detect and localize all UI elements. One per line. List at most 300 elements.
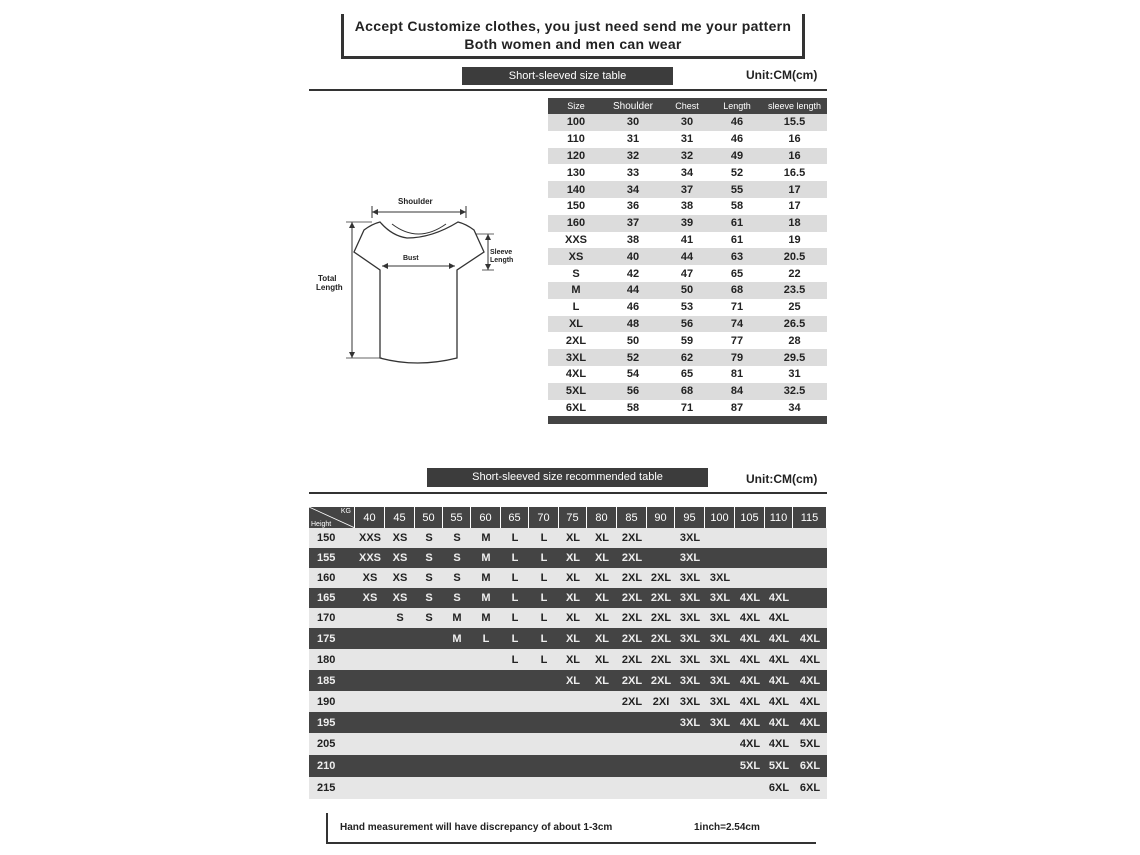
size-recommendation-cell: 2XL <box>617 628 647 649</box>
size-recommendation-cell: XS <box>385 548 415 568</box>
size-table-header-cell: Size <box>548 98 604 114</box>
size-table-cell: 160 <box>548 215 604 232</box>
size-table-cell: 16.5 <box>762 164 827 181</box>
size-recommendation-cell <box>735 777 765 799</box>
size-recommendation-cell <box>501 712 529 733</box>
weight-header-cell: 45 <box>385 507 415 528</box>
size-recommendation-cell: XL <box>587 608 617 628</box>
size-table-cell: 58 <box>604 400 662 417</box>
size-table-cell: XXS <box>548 232 604 249</box>
size-table-cell: 52 <box>712 164 762 181</box>
size-recommendation-cell <box>443 670 471 691</box>
size-recommendation-cell: 4XL <box>735 608 765 628</box>
size-recommendation-cell: 4XL <box>765 733 793 755</box>
size-recommendation-cell: XL <box>587 528 617 548</box>
size-table-cell: 6XL <box>548 400 604 417</box>
total-length-label-1: Total <box>318 274 337 283</box>
size-table-cell: 17 <box>762 181 827 198</box>
size-table-cell: 20.5 <box>762 248 827 265</box>
size-recommendation-cell <box>559 777 587 799</box>
size-recommendation-cell: M <box>471 548 501 568</box>
size-table-cell: 71 <box>712 299 762 316</box>
size-recommendation-cell <box>529 691 559 712</box>
size-table-cell: 39 <box>662 215 712 232</box>
weight-header-cell: 75 <box>559 507 587 528</box>
size-recommendation-cell <box>647 548 675 568</box>
size-recommendation-cell: 3XL <box>705 712 735 733</box>
size-table-header <box>548 98 827 114</box>
size-recommendation-cell: 4XL <box>735 733 765 755</box>
size-recommendation-cell: L <box>501 568 529 588</box>
size-table-cell: 34 <box>604 181 662 198</box>
size-recommendation-cell: M <box>471 608 501 628</box>
size-recommendation-cell: 2XL <box>647 608 675 628</box>
size-recommendation-cell <box>765 548 793 568</box>
size-recommendation-cell <box>705 777 735 799</box>
size-table-title: Short-sleeved size table <box>462 67 673 85</box>
size-recommendation-cell: L <box>529 649 559 670</box>
size-section-divider <box>309 89 827 91</box>
weight-header-cell: 100 <box>705 507 735 528</box>
tshirt-icon <box>312 190 522 380</box>
height-cell: 190 <box>309 691 355 712</box>
rec-table-title: Short-sleeved size recommended table <box>427 468 708 487</box>
height-cell: 185 <box>309 670 355 691</box>
size-table-row <box>548 299 827 316</box>
size-recommendation-cell: 2XI <box>647 691 675 712</box>
size-table-cell: 28 <box>762 332 827 349</box>
total-length-label-2: Length <box>316 283 343 292</box>
size-recommendation-cell: 2XL <box>617 608 647 628</box>
height-cell: 195 <box>309 712 355 733</box>
size-table-row <box>548 400 827 417</box>
size-recommendation-cell: XL <box>559 568 587 588</box>
size-recommendation-cell: M <box>471 528 501 548</box>
size-recommendation-cell: 4XL <box>793 628 827 649</box>
size-recommendation-cell: M <box>471 568 501 588</box>
size-recommendation-cell: XXS <box>355 528 385 548</box>
size-recommendation-cell: 3XL <box>675 568 705 588</box>
size-recommendation-cell: 4XL <box>765 649 793 670</box>
corner-height-label: Height <box>311 521 332 528</box>
height-cell: 165 <box>309 588 355 608</box>
size-table <box>548 98 827 424</box>
size-recommendation-cell <box>617 712 647 733</box>
size-table-cell: L <box>548 299 604 316</box>
size-recommendation-cell: XS <box>385 588 415 608</box>
size-table-cell: 52 <box>604 349 662 366</box>
size-recommendation-cell <box>471 649 501 670</box>
size-recommendation-cell: S <box>415 568 443 588</box>
size-table-row <box>548 114 827 131</box>
size-recommendation-cell: M <box>443 628 471 649</box>
size-recommendation-cell <box>559 712 587 733</box>
size-table-cell: 130 <box>548 164 604 181</box>
size-table-cell: 150 <box>548 198 604 215</box>
size-recommendation-cell <box>587 755 617 777</box>
size-table-cell: 32 <box>662 148 712 165</box>
size-recommendation-cell <box>415 755 443 777</box>
header-line-1: Accept Customize clothes, you just need send me your pattern <box>354 18 792 34</box>
size-recommendation-cell <box>385 777 415 799</box>
size-table-cell: 37 <box>662 181 712 198</box>
weight-header-cell: 60 <box>471 507 501 528</box>
size-recommendation-cell: 2XL <box>647 670 675 691</box>
size-recommendation-cell: 4XL <box>765 608 793 628</box>
size-recommendation-cell: 4XL <box>793 649 827 670</box>
size-table-cell: 46 <box>712 131 762 148</box>
size-recommendation-cell: L <box>529 588 559 608</box>
size-recommendation-cell: 3XL <box>705 670 735 691</box>
size-recommendation-cell <box>647 528 675 548</box>
size-table-cell: 49 <box>712 148 762 165</box>
size-recommendation-cell: 3XL <box>675 548 705 568</box>
size-recommendation-cell: S <box>443 568 471 588</box>
size-recommendation-cell: 2XL <box>647 628 675 649</box>
size-recommendation-cell <box>559 691 587 712</box>
size-recommendation-cell <box>355 608 385 628</box>
size-table-cell: 31 <box>762 366 827 383</box>
size-recommendation-cell: L <box>529 568 559 588</box>
size-recommendation-cell: XL <box>559 608 587 628</box>
size-table-cell: XL <box>548 316 604 333</box>
size-table-row <box>548 148 827 165</box>
weight-header-cell: 65 <box>501 507 529 528</box>
size-recommendation-cell: XL <box>587 628 617 649</box>
size-table-cell: 50 <box>604 332 662 349</box>
size-recommendation-cell <box>501 691 529 712</box>
size-recommendation-cell <box>559 755 587 777</box>
size-recommendation-cell <box>415 712 443 733</box>
size-table-cell: 17 <box>762 198 827 215</box>
size-recommendation-cell <box>443 755 471 777</box>
size-table-cell: 42 <box>604 265 662 282</box>
rec-corner-cell <box>309 507 355 528</box>
size-recommendation-cell: 3XL <box>675 608 705 628</box>
height-cell: 205 <box>309 733 355 755</box>
size-table-cell: 29.5 <box>762 349 827 366</box>
size-recommendation-cell: XS <box>355 588 385 608</box>
rec-table-row <box>309 777 827 799</box>
size-recommendation-cell: XXS <box>355 548 385 568</box>
size-table-row <box>548 383 827 400</box>
size-table-row <box>548 332 827 349</box>
size-table-cell: 74 <box>712 316 762 333</box>
size-recommendation-cell: XS <box>355 568 385 588</box>
size-recommendation-cell: XL <box>559 649 587 670</box>
size-table-cell: 110 <box>548 131 604 148</box>
size-recommendation-cell: 3XL <box>705 608 735 628</box>
size-recommendation-cell <box>355 670 385 691</box>
size-table-cell: 48 <box>604 316 662 333</box>
size-table-cell: 30 <box>604 114 662 131</box>
size-table-cell: 59 <box>662 332 712 349</box>
size-recommendation-cell <box>385 733 415 755</box>
size-recommendation-cell <box>529 777 559 799</box>
size-recommendation-cell <box>385 755 415 777</box>
size-table-cell: 120 <box>548 148 604 165</box>
size-recommendation-cell: S <box>415 528 443 548</box>
size-recommendation-cell: XL <box>587 588 617 608</box>
size-recommendation-cell: 5XL <box>735 755 765 777</box>
size-recommendation-cell <box>617 755 647 777</box>
size-table-row <box>548 198 827 215</box>
height-cell: 215 <box>309 777 355 799</box>
size-recommendation-cell <box>647 712 675 733</box>
size-recommendation-cell <box>735 568 765 588</box>
size-recommendation-cell: 3XL <box>705 568 735 588</box>
rec-table-row <box>309 755 827 777</box>
size-table-cell: 19 <box>762 232 827 249</box>
size-table-footer-bar <box>548 416 827 424</box>
size-recommendation-cell: XL <box>559 528 587 548</box>
size-recommendation-cell: L <box>501 608 529 628</box>
size-recommendation-cell: 6XL <box>793 777 827 799</box>
height-cell: 175 <box>309 628 355 649</box>
size-recommendation-cell <box>587 691 617 712</box>
size-recommendation-cell <box>793 548 827 568</box>
size-recommendation-cell: 3XL <box>675 588 705 608</box>
recommendation-table <box>309 507 827 799</box>
inch-conversion: 1inch=2.54cm <box>694 822 760 833</box>
size-table-cell: 47 <box>662 265 712 282</box>
shoulder-label: Shoulder <box>398 197 433 206</box>
size-recommendation-cell: M <box>471 588 501 608</box>
size-recommendation-cell <box>587 777 617 799</box>
size-recommendation-cell <box>529 733 559 755</box>
size-table-cell: 23.5 <box>762 282 827 299</box>
size-table-cell: 79 <box>712 349 762 366</box>
size-recommendation-cell: 3XL <box>705 588 735 608</box>
size-recommendation-cell <box>471 670 501 691</box>
size-recommendation-cell: XL <box>559 628 587 649</box>
size-recommendation-cell <box>793 568 827 588</box>
size-recommendation-cell <box>471 733 501 755</box>
size-recommendation-cell <box>647 777 675 799</box>
size-table-row <box>548 282 827 299</box>
size-table-cell: 58 <box>712 198 762 215</box>
size-recommendation-cell <box>793 588 827 608</box>
rec-table-unit: Unit:CM(cm) <box>746 472 818 486</box>
rec-table-row <box>309 649 827 670</box>
size-table-cell: 37 <box>604 215 662 232</box>
size-table-cell: 55 <box>712 181 762 198</box>
size-recommendation-cell: 4XL <box>765 670 793 691</box>
size-table-cell: 31 <box>662 131 712 148</box>
size-recommendation-cell: S <box>443 528 471 548</box>
size-table-cell: 32.5 <box>762 383 827 400</box>
size-recommendation-cell: S <box>415 548 443 568</box>
size-recommendation-cell: 2XL <box>617 568 647 588</box>
size-table-cell: 62 <box>662 349 712 366</box>
size-recommendation-cell: 3XL <box>675 628 705 649</box>
size-recommendation-cell <box>415 691 443 712</box>
weight-header-cell: 80 <box>587 507 617 528</box>
size-recommendation-cell <box>735 528 765 548</box>
height-cell: 210 <box>309 755 355 777</box>
footer-note-box <box>326 813 816 844</box>
rec-section-divider <box>309 492 827 494</box>
size-table-header-cell: Chest <box>662 98 712 114</box>
weight-header-row <box>309 507 827 528</box>
size-recommendation-cell: 6XL <box>793 755 827 777</box>
size-table-header-cell: sleeve length <box>762 98 827 114</box>
size-recommendation-cell: 3XL <box>675 528 705 548</box>
size-recommendation-cell <box>415 628 443 649</box>
size-table-cell: 68 <box>662 383 712 400</box>
size-recommendation-cell <box>355 777 385 799</box>
size-recommendation-cell: S <box>415 588 443 608</box>
rec-table-row <box>309 568 827 588</box>
sleeve-label-2: Length <box>490 257 514 264</box>
size-recommendation-cell: XL <box>587 548 617 568</box>
size-recommendation-cell: 6XL <box>765 777 793 799</box>
size-recommendation-cell: 2XL <box>617 588 647 608</box>
rec-table-row <box>309 733 827 755</box>
weight-header-cell: 50 <box>415 507 443 528</box>
weight-header-cell: 115 <box>793 507 827 528</box>
size-recommendation-cell <box>587 733 617 755</box>
size-table-cell: M <box>548 282 604 299</box>
size-recommendation-cell <box>529 755 559 777</box>
size-recommendation-cell: 3XL <box>675 670 705 691</box>
size-table-cell: 26.5 <box>762 316 827 333</box>
size-recommendation-cell <box>443 712 471 733</box>
size-table-cell: 18 <box>762 215 827 232</box>
size-recommendation-cell: 3XL <box>675 691 705 712</box>
size-recommendation-cell: 3XL <box>675 649 705 670</box>
size-recommendation-cell <box>675 755 705 777</box>
size-table-cell: 50 <box>662 282 712 299</box>
size-recommendation-cell: 4XL <box>765 691 793 712</box>
size-recommendation-cell <box>705 733 735 755</box>
size-recommendation-cell: 2XL <box>647 649 675 670</box>
size-recommendation-cell <box>415 670 443 691</box>
size-recommendation-cell <box>415 733 443 755</box>
size-table-row <box>548 248 827 265</box>
header-line-2: Both women and men can wear <box>464 36 682 52</box>
size-recommendation-cell: 4XL <box>765 712 793 733</box>
size-recommendation-cell: 2XL <box>617 691 647 712</box>
size-recommendation-cell <box>765 528 793 548</box>
size-recommendation-cell: M <box>443 608 471 628</box>
size-recommendation-cell: 2XL <box>647 588 675 608</box>
size-recommendation-cell: XS <box>385 528 415 548</box>
size-table-cell: 16 <box>762 148 827 165</box>
size-recommendation-cell <box>385 628 415 649</box>
size-recommendation-cell <box>415 777 443 799</box>
size-table-header-cell: Shoulder <box>604 98 662 114</box>
corner-kg-label: KG <box>340 508 351 515</box>
size-recommendation-cell: XL <box>587 670 617 691</box>
weight-header-cell: 90 <box>647 507 675 528</box>
weight-header-cell: 70 <box>529 507 559 528</box>
size-recommendation-cell <box>765 568 793 588</box>
size-table-cell: 32 <box>604 148 662 165</box>
size-recommendation-cell <box>355 691 385 712</box>
weight-header-cell: 55 <box>443 507 471 528</box>
header-banner <box>341 14 805 59</box>
size-recommendation-cell <box>529 670 559 691</box>
size-recommendation-cell: 4XL <box>793 712 827 733</box>
size-recommendation-cell: 3XL <box>705 628 735 649</box>
size-table-cell: 68 <box>712 282 762 299</box>
size-recommendation-cell: XL <box>559 548 587 568</box>
size-recommendation-cell: XL <box>587 568 617 588</box>
size-recommendation-cell: 2XL <box>647 568 675 588</box>
rec-table-row <box>309 628 827 649</box>
size-recommendation-cell <box>529 712 559 733</box>
rec-table-row <box>309 588 827 608</box>
size-recommendation-cell: 5XL <box>793 733 827 755</box>
size-recommendation-cell <box>385 670 415 691</box>
size-recommendation-cell <box>617 777 647 799</box>
size-recommendation-cell: L <box>529 628 559 649</box>
size-recommendation-cell: S <box>385 608 415 628</box>
size-table-cell: 56 <box>604 383 662 400</box>
size-recommendation-cell <box>443 733 471 755</box>
size-recommendation-cell: 4XL <box>765 628 793 649</box>
size-table-cell: 81 <box>712 366 762 383</box>
weight-header-cell: 105 <box>735 507 765 528</box>
size-table-unit: Unit:CM(cm) <box>746 68 818 82</box>
size-table-row <box>548 181 827 198</box>
size-table-cell: 44 <box>604 282 662 299</box>
size-recommendation-cell: XL <box>559 670 587 691</box>
size-table-cell: 5XL <box>548 383 604 400</box>
size-table-row <box>548 164 827 181</box>
size-recommendation-cell: 4XL <box>793 691 827 712</box>
size-table-cell: 77 <box>712 332 762 349</box>
size-recommendation-cell: 4XL <box>735 691 765 712</box>
size-recommendation-cell <box>675 777 705 799</box>
size-recommendation-cell <box>647 733 675 755</box>
size-recommendation-cell: 3XL <box>705 691 735 712</box>
size-recommendation-cell: 2XL <box>617 528 647 548</box>
size-recommendation-cell <box>705 755 735 777</box>
size-table-cell: XS <box>548 248 604 265</box>
size-table-cell: 3XL <box>548 349 604 366</box>
size-recommendation-cell: 3XL <box>705 649 735 670</box>
size-recommendation-cell: L <box>529 548 559 568</box>
size-recommendation-cell: XL <box>559 588 587 608</box>
sleeve-label-1: Sleeve <box>490 249 513 256</box>
size-recommendation-cell <box>385 712 415 733</box>
size-table-cell: 46 <box>604 299 662 316</box>
size-recommendation-cell: L <box>501 588 529 608</box>
size-table-cell: 61 <box>712 232 762 249</box>
size-recommendation-cell <box>415 649 443 670</box>
size-recommendation-cell: 3XL <box>675 712 705 733</box>
size-table-cell: 2XL <box>548 332 604 349</box>
size-recommendation-cell: L <box>529 608 559 628</box>
size-recommendation-cell: XL <box>587 649 617 670</box>
size-recommendation-cell: 4XL <box>735 712 765 733</box>
size-table-row <box>548 232 827 249</box>
size-table-cell: 33 <box>604 164 662 181</box>
size-table-cell: 22 <box>762 265 827 282</box>
rec-table-row <box>309 712 827 733</box>
size-table-cell: 34 <box>762 400 827 417</box>
size-recommendation-cell: 5XL <box>765 755 793 777</box>
size-table-cell: 41 <box>662 232 712 249</box>
size-recommendation-cell: 4XL <box>735 628 765 649</box>
size-recommendation-cell: L <box>501 628 529 649</box>
rec-table-row <box>309 608 827 628</box>
tshirt-diagram <box>312 190 522 380</box>
size-recommendation-cell: S <box>443 588 471 608</box>
size-table-cell: 40 <box>604 248 662 265</box>
